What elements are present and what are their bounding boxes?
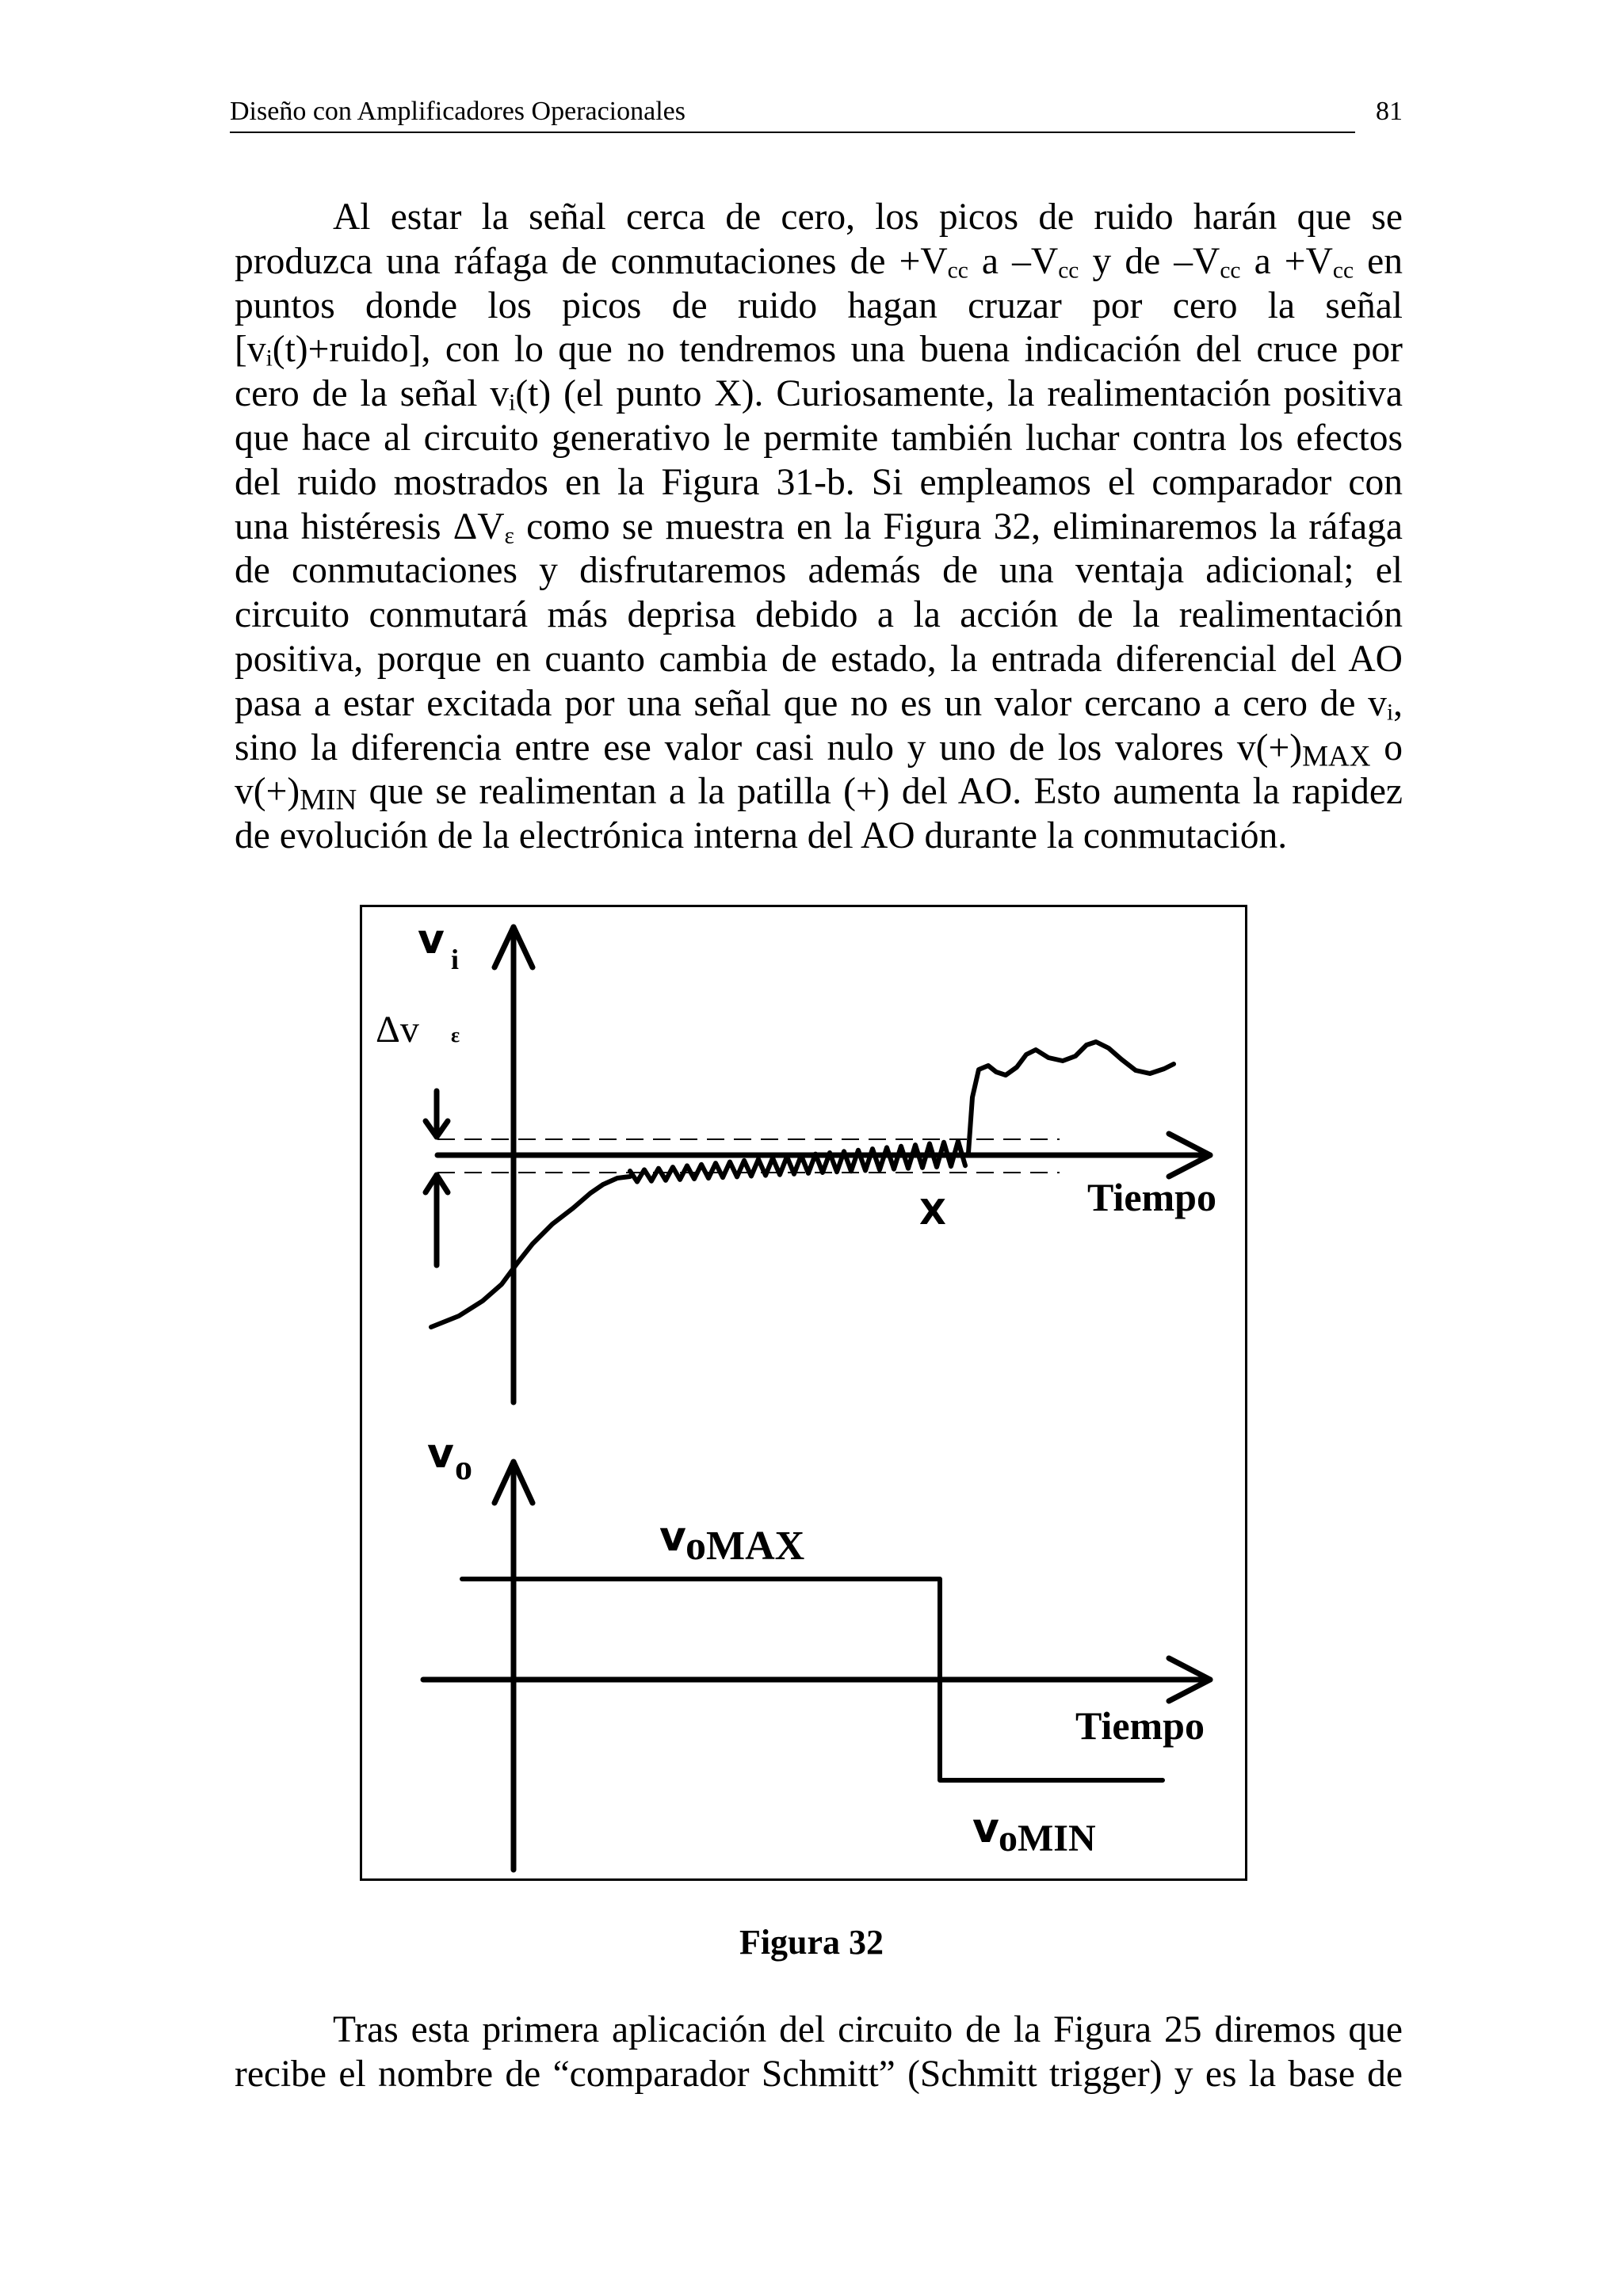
text-line <box>235 593 1403 638</box>
text-run: de evolución de la electrónica interna del AO durante la conmutación. <box>235 815 1288 857</box>
text-run: positiva, porque en cuanto cambia de estado, la entrada diferencial del AO <box>235 638 1403 680</box>
text-run: [v <box>235 329 266 371</box>
subscript: MAX <box>1302 739 1371 772</box>
subscript: i <box>265 345 273 372</box>
input-signal-curve <box>431 1177 630 1327</box>
text-run: , <box>1393 682 1403 724</box>
text-line <box>235 284 1403 329</box>
subscript: cc <box>1332 257 1354 284</box>
text-run: del ruido mostrados en la Figura 31-b. Si empleamos el comparador con <box>235 461 1403 503</box>
text-line <box>235 549 1403 593</box>
text-line <box>235 240 1403 284</box>
text-run: que hace al circuito generativo le permite también luchar contra los efectos <box>235 417 1403 459</box>
text-line <box>235 770 1403 817</box>
bottom-plot <box>423 1430 1210 1870</box>
text-run: como se muestra en la Figura 32, eliminaremos la ráfaga <box>514 505 1403 547</box>
text-run: o <box>1370 727 1403 769</box>
text-run: sino la diferencia entre ese valor casi nulo y uno de los valores v(+) <box>235 727 1303 769</box>
text-line <box>235 505 1403 550</box>
text-run: v(+) <box>235 771 300 813</box>
text-run: cero de la señal v <box>235 373 510 415</box>
text-run: circuito conmutará más deprisa debido a la acción de la realimentación <box>235 594 1403 636</box>
text-run: a –V <box>968 240 1059 282</box>
subscript: ε <box>504 522 514 548</box>
text-line <box>235 2053 1403 2097</box>
text-run: de conmutaciones y disfrutaremos además de una ventaja adicional; el <box>235 550 1403 592</box>
text-run: en <box>1354 240 1403 282</box>
subscript: cc <box>1058 257 1079 284</box>
bottom-y-label: v <box>427 1430 454 1478</box>
top-x-label: Tiempo <box>1087 1175 1216 1219</box>
noise-burst <box>630 1141 965 1181</box>
text-line <box>235 2008 1403 2053</box>
header-rule <box>230 132 1355 133</box>
text-run: recibe el nombre de “comparador Schmitt” (Schmitt trigger) y es la base de <box>235 2053 1403 2095</box>
text-line <box>235 814 1403 859</box>
crossing-label-x: X <box>919 1192 946 1233</box>
text-run: Tras esta primera aplicación del circuito de la Figura 25 diremos que <box>333 2009 1403 2050</box>
figure-caption: Figura 32 <box>739 1923 884 1962</box>
text-line <box>235 727 1403 771</box>
running-title: Diseño con Amplificadores Operacionales <box>230 97 685 126</box>
paragraph-1 <box>235 196 1403 859</box>
top-plot <box>376 916 1216 1402</box>
paragraph-2 <box>235 2008 1403 2097</box>
input-signal-tail <box>968 1042 1174 1153</box>
text-line <box>235 196 1403 240</box>
text-line <box>235 638 1403 682</box>
text-line <box>235 682 1403 727</box>
text-run: Al estar la señal cerca de cero, los picos de ruido harán que se <box>333 196 1403 238</box>
bottom-y-label-sub: o <box>455 1448 472 1487</box>
vomax-label: v <box>659 1513 686 1561</box>
subscript: cc <box>947 257 968 284</box>
subscript: i <box>509 390 516 416</box>
text-run: y de –V <box>1079 240 1220 282</box>
text-run: una histéresis ΔV <box>235 505 505 547</box>
page-number: 81 <box>1376 97 1403 126</box>
vomin-label: v <box>972 1805 999 1852</box>
text-run: produzca una ráfaga de conmutaciones de +V <box>235 240 948 282</box>
bottom-x-label: Tiempo <box>1075 1703 1205 1748</box>
subscript: MIN <box>300 784 357 817</box>
hysteresis-label-sub: ε <box>451 1024 460 1047</box>
text-run: pasa a estar excitada por una señal que no es un valor cercano a cero de v <box>235 682 1387 724</box>
top-y-label-sub: i <box>451 944 460 975</box>
figure-32 <box>360 905 1247 1881</box>
vomin-label-sub: oMIN <box>999 1817 1096 1859</box>
text-run: (t) (el punto X). Curiosamente, la realimentación positiva <box>515 373 1403 415</box>
text-line <box>235 461 1403 505</box>
text-run: a +V <box>1240 240 1333 282</box>
hysteresis-label: Δv <box>376 1009 419 1051</box>
text-run: (t)+ruido], con lo que no tendremos una buena indicación del cruce por <box>272 329 1403 371</box>
figure-32-diagram <box>362 907 1245 1878</box>
page-header <box>230 93 1403 133</box>
top-y-label: v <box>418 916 445 963</box>
subscript: i <box>1386 700 1394 726</box>
text-line <box>235 417 1403 461</box>
vomax-label-sub: oMAX <box>685 1524 805 1569</box>
text-run: que se realimentan a la patilla (+) del AO. Esto aumenta la rapidez <box>357 771 1403 813</box>
text-run: puntos donde los picos de ruido hagan cruzar por cero la señal <box>235 284 1403 326</box>
text-line <box>235 328 1403 372</box>
subscript: cc <box>1220 257 1241 284</box>
text-line <box>235 372 1403 417</box>
